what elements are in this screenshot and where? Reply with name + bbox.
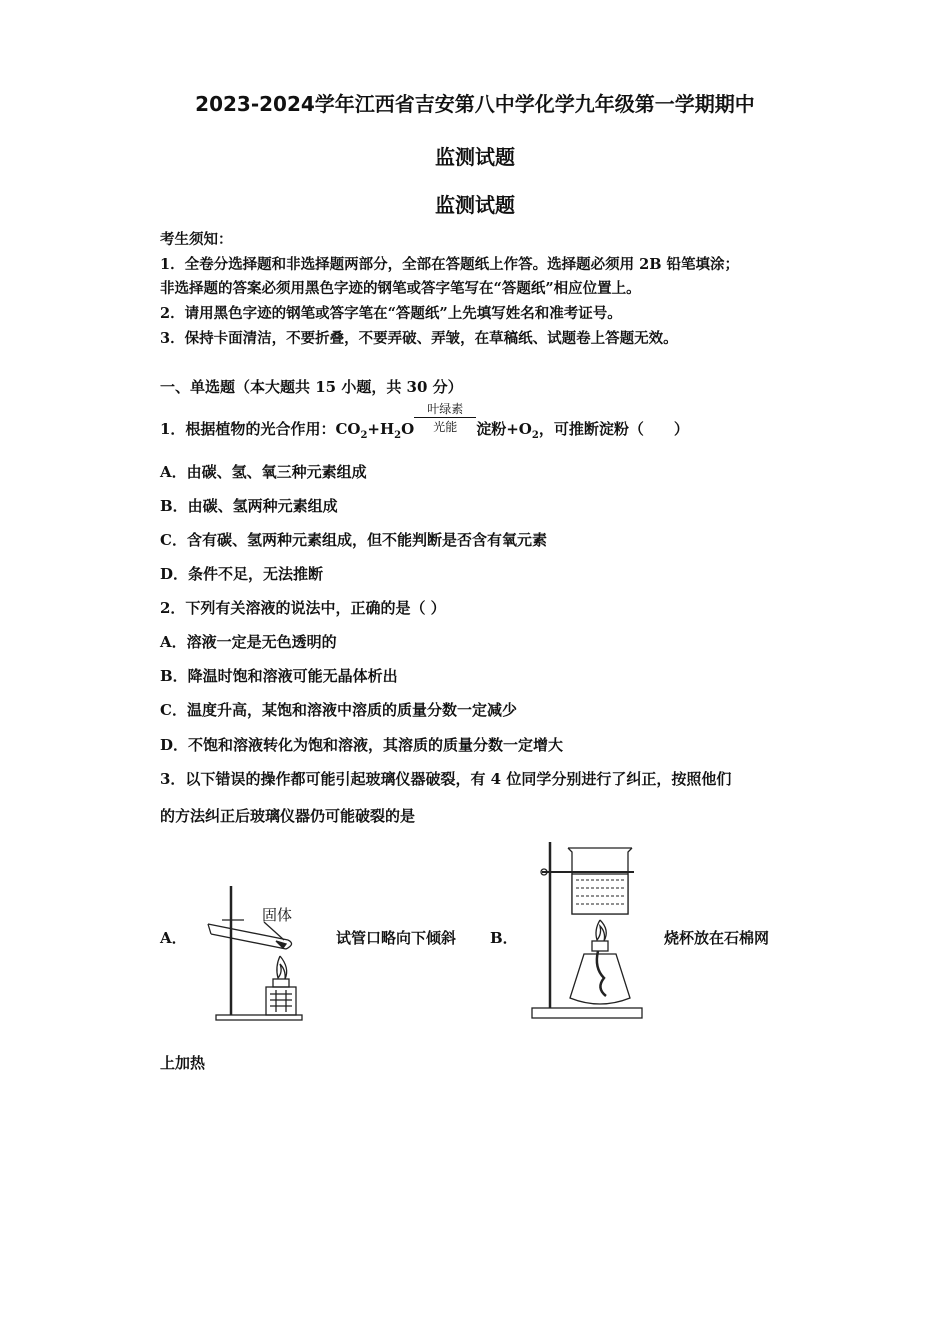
q1-stem-product: 淀粉+O <box>476 420 532 438</box>
exam-title-line1: 2023-2024学年江西省吉安第八中学化学九年级第一学期期中 <box>195 92 755 116</box>
reaction-condition-arrow <box>414 402 476 434</box>
lamp-wick <box>597 951 606 996</box>
exam-title-line2: 监测试题 <box>435 145 515 169</box>
q3-stem-line1: 3．以下错误的操作都可能引起玻璃仪器破裂，有 4 位同学分别进行了纠正，按照他们 <box>160 770 732 788</box>
q3-option-b-text: 烧杯放在石棉网 <box>664 929 770 947</box>
q1-stem <box>160 402 689 441</box>
stand-base <box>532 1008 642 1018</box>
q1-sub-h2o: 2 <box>394 430 402 441</box>
q1-stem-suffix: ，可推断淀粉（ ） <box>538 420 689 438</box>
q2-option-a: A．溶液一定是无色透明的 <box>160 633 337 651</box>
figure-test-tube-heating <box>200 882 320 1024</box>
exam-subtitle: 监测试题 <box>435 193 515 217</box>
condition-light: 光能 <box>433 420 458 434</box>
notice-item-1a: 1．全卷分选择题和非选择题两部分，全部在答题纸上作答。选择题必须用 2B 铅笔填涂； <box>160 256 740 273</box>
alcohol-lamp <box>570 954 630 1004</box>
condition-chlorophyll: 叶绿素 <box>427 402 464 416</box>
figure-beaker-heating <box>524 838 648 1024</box>
q1-option-a: A．由碳、氢、氧三种元素组成 <box>160 463 367 481</box>
q1-stem-h: +H <box>367 420 395 438</box>
q3-stem-line2: 的方法纠正后玻璃仪器仍可能破裂的是 <box>160 807 416 825</box>
notice-item-2: 2．请用黑色字迹的钢笔或答字笔在“答题纸”上先填写姓名和准考证号。 <box>160 305 622 322</box>
flame-icon <box>277 956 287 979</box>
q2-option-b: B．降温时饱和溶液可能无晶体析出 <box>160 667 398 685</box>
q3-option-b-text-cont: 上加热 <box>160 1054 206 1072</box>
lamp-wick-holder <box>273 979 289 987</box>
notice-heading: 考生须知： <box>160 231 233 248</box>
q3-option-a-text: 试管口略向下倾斜 <box>336 929 457 947</box>
lamp-neck <box>592 941 608 951</box>
section-heading: 一、单选题（本大题共 15 小题，共 30 分） <box>160 378 463 396</box>
water-in-beaker <box>572 874 628 914</box>
q1-option-d: D．条件不足，无法推断 <box>160 565 324 583</box>
q1-stem-o: O <box>401 420 415 438</box>
q1-option-b: B．由碳、氢两种元素组成 <box>160 497 338 515</box>
q1-option-c: C．含有碳、氢两种元素组成，但不能判断是否含有氧元素 <box>160 531 547 549</box>
q2-option-c: C．温度升高，某饱和溶液中溶质的质量分数一定减少 <box>160 701 517 719</box>
q2-stem: 2．下列有关溶液的说法中，正确的是（ ） <box>160 599 446 617</box>
figure-a-solid-label: 固体 <box>262 906 293 924</box>
notice-item-1b: 非选择题的答案必须用黑色字迹的钢笔或答字笔写在“答题纸”相应位置上。 <box>160 280 641 297</box>
q3-option-a-label: A． <box>160 929 187 947</box>
flame-icon <box>596 920 606 941</box>
stand-base <box>216 1015 302 1020</box>
test-tube <box>208 924 292 949</box>
q1-sub-o2: 2 <box>531 430 539 441</box>
alcohol-lamp <box>266 987 296 1015</box>
q1-sub-co2: 2 <box>360 430 368 441</box>
q2-option-d: D．不饱和溶液转化为饱和溶液，其溶质的质量分数一定增大 <box>160 736 564 754</box>
notice-item-3: 3．保持卡面清洁，不要折叠，不要弄破、弄皱，在草稿纸、试题卷上答题无效。 <box>160 330 678 347</box>
q1-stem-prefix: 1．根据植物的光合作用：CO <box>160 420 361 438</box>
q3-option-b-label: B． <box>490 929 518 947</box>
